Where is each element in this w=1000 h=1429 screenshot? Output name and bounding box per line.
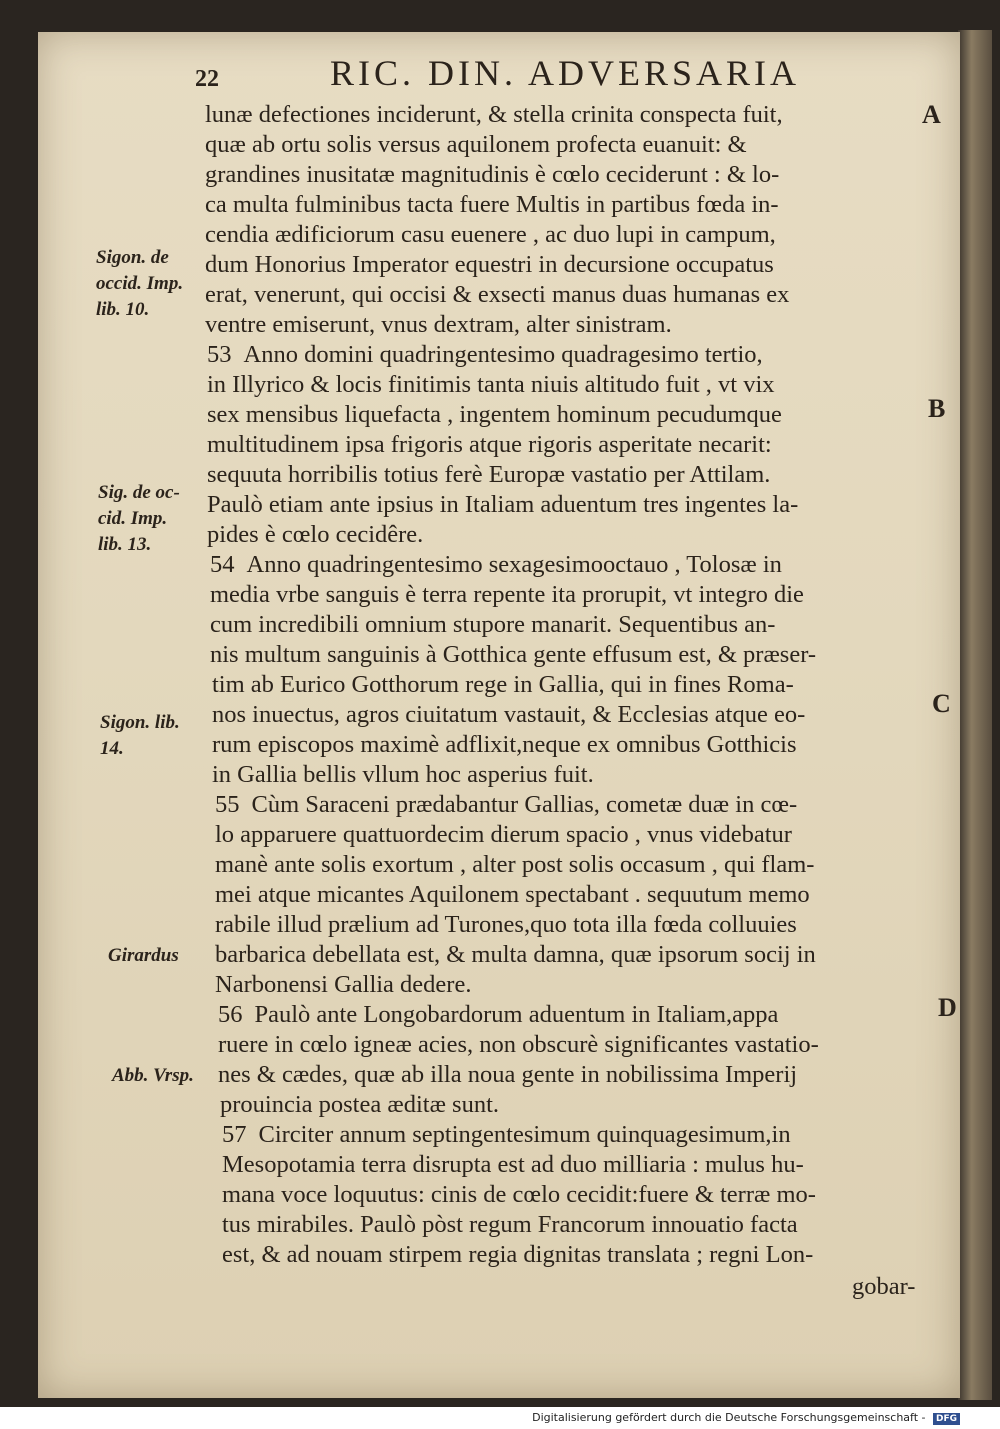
dfg-logo: DFG xyxy=(933,1413,960,1425)
page-number: 22 xyxy=(195,66,219,92)
catchword: gobar- xyxy=(852,1273,916,1300)
text-line: sequuta horribilis totius ferè Europæ vastatio per Attilam. xyxy=(207,461,771,488)
text-line: media vrbe sanguis è terra repente ita prorupit, vt integro die xyxy=(210,581,804,608)
text-line: Anno domini quadringentesimo quadragesimo tertio, xyxy=(243,341,763,368)
text-line: sex mensibus liquefacta , ingentem hominum pecudumque xyxy=(207,401,782,428)
text-line: nos inuectus, agros ciuitatum vastauit, & Ecclesias atque eo- xyxy=(212,701,806,728)
paragraph-start xyxy=(222,1123,791,1148)
text-line: Circiter annum septingentesimum quinquagesimum,in xyxy=(258,1121,791,1148)
running-head: RIC. DIN. ADVERSARIA xyxy=(330,53,801,93)
text-line: est, & ad nouam stirpem regia dignitas translata ; regni Lon- xyxy=(222,1241,814,1268)
text-line: quæ ab ortu solis versus aquilonem profecta euanuit: & xyxy=(205,131,747,158)
text-line: Mesopotamia terra disrupta est ad duo milliaria : mulus hu- xyxy=(222,1151,804,1178)
text-line: rum episcopos maximè adflixit,neque ex omnibus Gotthicis xyxy=(212,731,797,758)
text-line: barbarica debellata est, & multa damna, quæ ipsorum socij in xyxy=(215,941,816,968)
text-line: tim ab Eurico Gotthorum rege in Gallia, qui in fines Roma- xyxy=(212,671,794,698)
text-line: rabile illud prælium ad Turones,quo tota illa fœda colluuies xyxy=(215,911,797,938)
paragraph-number: 55 xyxy=(215,791,240,818)
digitization-credit xyxy=(532,1411,960,1425)
text-line: in Gallia bellis vllum hoc asperius fuit. xyxy=(212,761,594,788)
section-mark: B xyxy=(928,394,946,423)
margin-note: Sigon. de occid. Imp. lib. 10. xyxy=(96,247,184,320)
text-line: Narbonensi Gallia dedere. xyxy=(215,971,472,998)
text-line: tus mirabiles. Paulò pòst regum Francorum innouatio facta xyxy=(222,1211,798,1238)
text-line: grandines inusitatæ magnitudinis è cœlo ceciderunt : & lo- xyxy=(205,161,780,188)
text-line: mei atque micantes Aquilonem spectabant . sequutum memo xyxy=(215,881,810,908)
text-line: ruere in cœlo igneæ acies, non obscurè significantes vastatio- xyxy=(218,1031,819,1058)
credit-text: Digitalisierung gefördert durch die Deutsche Forschungsgemeinschaft - xyxy=(532,1411,926,1424)
section-mark: C xyxy=(932,689,951,718)
text-line: mana voce loquutus: cinis de cœlo cecidit:fuere & terræ mo- xyxy=(222,1181,816,1208)
text-line: cendia ædificiorum casu euenere , ac duo lupi in campum, xyxy=(205,221,776,248)
text-line: manè ante solis exortum , alter post solis occasum , qui flam- xyxy=(215,851,815,878)
text-line: dum Honorius Imperator equestri in decursione occupatus xyxy=(205,251,774,278)
text-line: Paulò ante Longobardorum aduentum in Italiam,appa xyxy=(254,1001,779,1028)
text-line: lunæ defectiones inciderunt, & stella crinita conspecta fuit, xyxy=(205,101,783,128)
book-fore-edge xyxy=(958,30,992,1400)
paragraph-start xyxy=(215,793,797,818)
text-line: nis multum sanguinis à Gotthica gente effusum est, & præser- xyxy=(210,641,817,668)
text-line: erat, venerunt, qui occisi & exsecti manus duas humanas ex xyxy=(205,281,790,308)
text-line: ventre emiserunt, vnus dextram, alter sinistram. xyxy=(205,311,672,338)
text-line: Paulò etiam ante ipsius in Italiam aduentum tres ingentes la- xyxy=(207,491,799,518)
section-mark: D xyxy=(938,993,957,1022)
text-line: Cùm Saraceni prædabantur Gallias, cometæ duæ in cœ- xyxy=(251,791,798,818)
paragraph-start xyxy=(218,1003,778,1028)
text-line: lo apparuere quattuordecim dierum spacio , vnus videbatur xyxy=(215,821,792,848)
margin-note: Sig. de oc- cid. Imp. lib. 13. xyxy=(98,482,180,555)
paragraph-number: 57 xyxy=(222,1121,247,1148)
margin-note: Abb. Vrsp. xyxy=(112,1065,194,1086)
text-line: pides è cœlo cecidêre. xyxy=(207,521,424,548)
text-line: nes & cædes, quæ ab illa noua gente in nobilissima Imperij xyxy=(218,1061,798,1088)
paragraph-start xyxy=(210,553,782,578)
text-line: in Illyrico & locis finitimis tanta niuis altitudo fuit , vt vix xyxy=(207,371,775,398)
section-mark: A xyxy=(922,100,941,129)
text-line: prouincia postea æditæ sunt. xyxy=(220,1091,499,1118)
text-line: Anno quadringentesimo sexagesimooctauo , Tolosæ in xyxy=(246,551,782,578)
paragraph-number: 56 xyxy=(218,1001,243,1028)
text-line: multitudinem ipsa frigoris atque rigoris asperitate necarit: xyxy=(207,431,772,458)
text-line: ca multa fulminibus tacta fuere Multis in partibus fœda in- xyxy=(205,191,779,218)
paragraph-number: 54 xyxy=(210,551,235,578)
paragraph-start xyxy=(207,343,763,368)
paragraph-number: 53 xyxy=(207,341,232,368)
margin-note: Girardus xyxy=(108,945,179,966)
text-line: cum incredibili omnium stupore manarit. Sequentibus an- xyxy=(210,611,776,638)
margin-note: Sigon. lib. 14. xyxy=(100,712,180,759)
